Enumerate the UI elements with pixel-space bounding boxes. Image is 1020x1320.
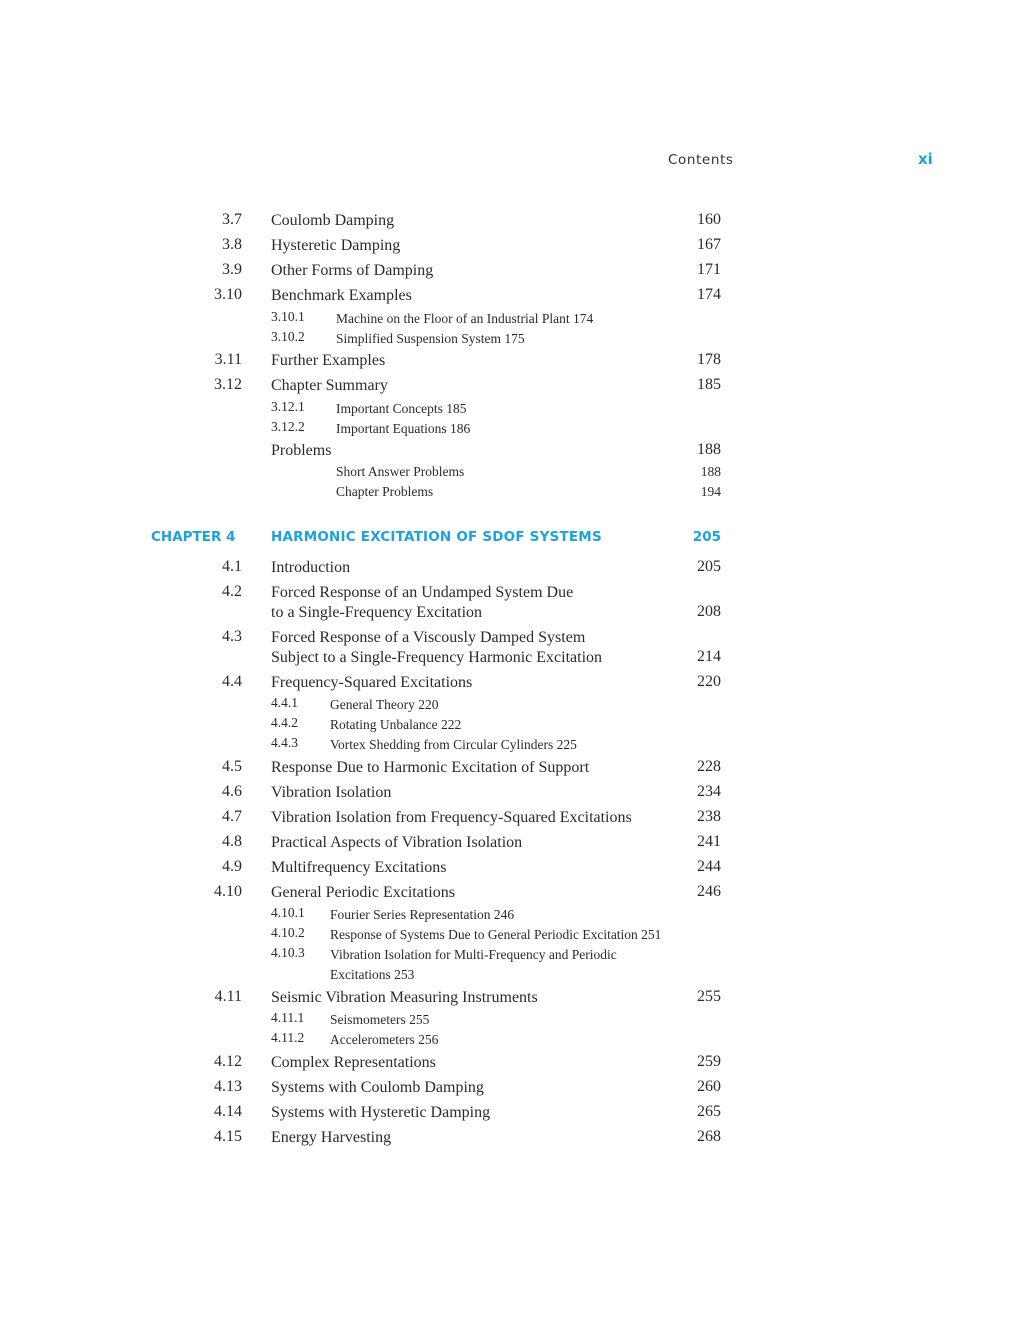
section-title: Forced Response of a Viscously Damped System bbox=[271, 629, 586, 646]
section-number: 4.2 bbox=[222, 583, 242, 600]
section-title: Vibration Isolation bbox=[271, 784, 392, 801]
subsection-page: 188 bbox=[700, 464, 721, 479]
section-page: 241 bbox=[697, 833, 721, 850]
section-page: 167 bbox=[697, 236, 721, 253]
subsection-number: 4.10.3 bbox=[271, 945, 305, 960]
subsection-page: 194 bbox=[700, 484, 721, 499]
section-page: 255 bbox=[697, 988, 721, 1005]
section-number: 4.4 bbox=[222, 673, 242, 690]
section-number: 4.7 bbox=[222, 808, 242, 825]
section-title: Multifrequency Excitations bbox=[271, 859, 447, 876]
section-page: 178 bbox=[697, 351, 721, 368]
section-title: Coulomb Damping bbox=[271, 212, 395, 229]
section-page: 259 bbox=[697, 1053, 721, 1070]
section-number: 4.5 bbox=[222, 758, 242, 775]
section-number: 4.1 bbox=[222, 558, 242, 575]
section-title: Problems bbox=[271, 442, 332, 459]
section-title: Complex Representations bbox=[271, 1054, 436, 1071]
section-number: 4.12 bbox=[214, 1053, 242, 1070]
section-number: 4.10 bbox=[214, 883, 242, 900]
section-page: 265 bbox=[697, 1103, 721, 1120]
subsection-number: 4.11.2 bbox=[271, 1030, 305, 1045]
section-page: 185 bbox=[697, 376, 721, 393]
subsection-title: Machine on the Floor of an Industrial Plant 174 bbox=[336, 311, 594, 326]
section-title-continued: Subject to a Single-Frequency Harmonic Excitation bbox=[271, 649, 603, 666]
subsection-number: 4.4.2 bbox=[271, 715, 298, 730]
subsection-title: Seismometers 255 bbox=[330, 1012, 430, 1027]
section-title: Frequency-Squared Excitations bbox=[271, 674, 473, 691]
section-page: 246 bbox=[697, 883, 721, 900]
section-number: 4.3 bbox=[222, 628, 242, 645]
section-title: Practical Aspects of Vibration Isolation bbox=[271, 834, 523, 851]
section-title: Introduction bbox=[271, 559, 351, 576]
running-head-page-number: xi bbox=[918, 150, 933, 168]
section-number: 4.11 bbox=[214, 988, 242, 1005]
section-number: 3.8 bbox=[222, 236, 242, 253]
section-page: 171 bbox=[697, 261, 721, 278]
section-title: Response Due to Harmonic Excitation of Support bbox=[271, 759, 590, 776]
section-page: 228 bbox=[697, 758, 721, 775]
subsection-number: 4.10.1 bbox=[271, 905, 305, 920]
subsection-title: Important Concepts 185 bbox=[336, 401, 467, 416]
section-title: Further Examples bbox=[271, 352, 386, 369]
section-title: General Periodic Excitations bbox=[271, 884, 455, 901]
subsection-title-continued: Excitations 253 bbox=[330, 967, 415, 982]
section-title: Systems with Hysteretic Damping bbox=[271, 1104, 491, 1121]
section-title: Energy Harvesting bbox=[271, 1129, 392, 1146]
subsection-number: 4.4.3 bbox=[271, 735, 298, 750]
subsection-title: Rotating Unbalance 222 bbox=[330, 717, 462, 732]
subsection-title: Accelerometers 256 bbox=[330, 1032, 439, 1047]
subsection-number: 3.10.1 bbox=[271, 309, 305, 324]
section-number: 4.14 bbox=[214, 1103, 242, 1120]
subsection-title: Chapter Problems bbox=[336, 484, 434, 499]
section-title: Chapter Summary bbox=[271, 377, 388, 394]
section-title-continued: to a Single-Frequency Excitation bbox=[271, 604, 483, 621]
section-number: 4.6 bbox=[222, 783, 242, 800]
section-page: 220 bbox=[697, 673, 721, 690]
section-number: 4.8 bbox=[222, 833, 242, 850]
subsection-title: Vibration Isolation for Multi-Frequency and Periodic bbox=[330, 947, 617, 962]
subsection-title: Response of Systems Due to General Periodic Excitation 251 bbox=[330, 927, 662, 942]
subsection-title: Fourier Series Representation 246 bbox=[330, 907, 515, 922]
subsection-number: 3.12.1 bbox=[271, 399, 305, 414]
section-number: 3.11 bbox=[214, 351, 242, 368]
subsection-title: Important Equations 186 bbox=[336, 421, 471, 436]
section-page: 244 bbox=[697, 858, 721, 875]
section-title: Hysteretic Damping bbox=[271, 237, 401, 254]
section-page: 188 bbox=[697, 441, 721, 458]
subsection-number: 4.10.2 bbox=[271, 925, 305, 940]
section-number: 4.13 bbox=[214, 1078, 242, 1095]
section-number: 3.12 bbox=[214, 376, 242, 393]
subsection-title: Short Answer Problems bbox=[336, 464, 465, 479]
section-number: 4.15 bbox=[214, 1128, 242, 1145]
section-page: 234 bbox=[697, 783, 721, 800]
section-title: Benchmark Examples bbox=[271, 287, 412, 304]
running-head-title: Contents bbox=[668, 152, 734, 168]
section-title: Forced Response of an Undamped System Due bbox=[271, 584, 574, 601]
section-page: 160 bbox=[697, 211, 721, 228]
section-page: 208 bbox=[697, 603, 721, 620]
section-number: 3.7 bbox=[222, 211, 242, 228]
section-number: 4.9 bbox=[222, 858, 242, 875]
section-page: 268 bbox=[697, 1128, 721, 1145]
chapter-page: 205 bbox=[692, 529, 721, 545]
section-title: Systems with Coulomb Damping bbox=[271, 1079, 484, 1096]
section-page: 174 bbox=[697, 286, 721, 303]
subsection-number: 3.12.2 bbox=[271, 419, 305, 434]
subsection-number: 3.10.2 bbox=[271, 329, 305, 344]
section-title: Seismic Vibration Measuring Instruments bbox=[271, 989, 538, 1006]
subsection-title: Vortex Shedding from Circular Cylinders 225 bbox=[330, 737, 577, 752]
subsection-title: General Theory 220 bbox=[330, 697, 439, 712]
section-title: Vibration Isolation from Frequency-Squared Excitations bbox=[271, 809, 632, 826]
subsection-number: 4.4.1 bbox=[271, 695, 298, 710]
chapter-label: CHAPTER 4 bbox=[151, 529, 236, 545]
section-page: 214 bbox=[697, 648, 721, 665]
section-page: 205 bbox=[697, 558, 721, 575]
chapter-title: HARMONIC EXCITATION OF SDOF SYSTEMS bbox=[271, 529, 602, 545]
section-number: 3.9 bbox=[222, 261, 242, 278]
section-page: 238 bbox=[697, 808, 721, 825]
subsection-number: 4.11.1 bbox=[271, 1010, 305, 1025]
subsection-title: Simplified Suspension System 175 bbox=[336, 331, 525, 346]
section-page: 260 bbox=[697, 1078, 721, 1095]
section-title: Other Forms of Damping bbox=[271, 262, 434, 279]
section-number: 3.10 bbox=[214, 286, 242, 303]
